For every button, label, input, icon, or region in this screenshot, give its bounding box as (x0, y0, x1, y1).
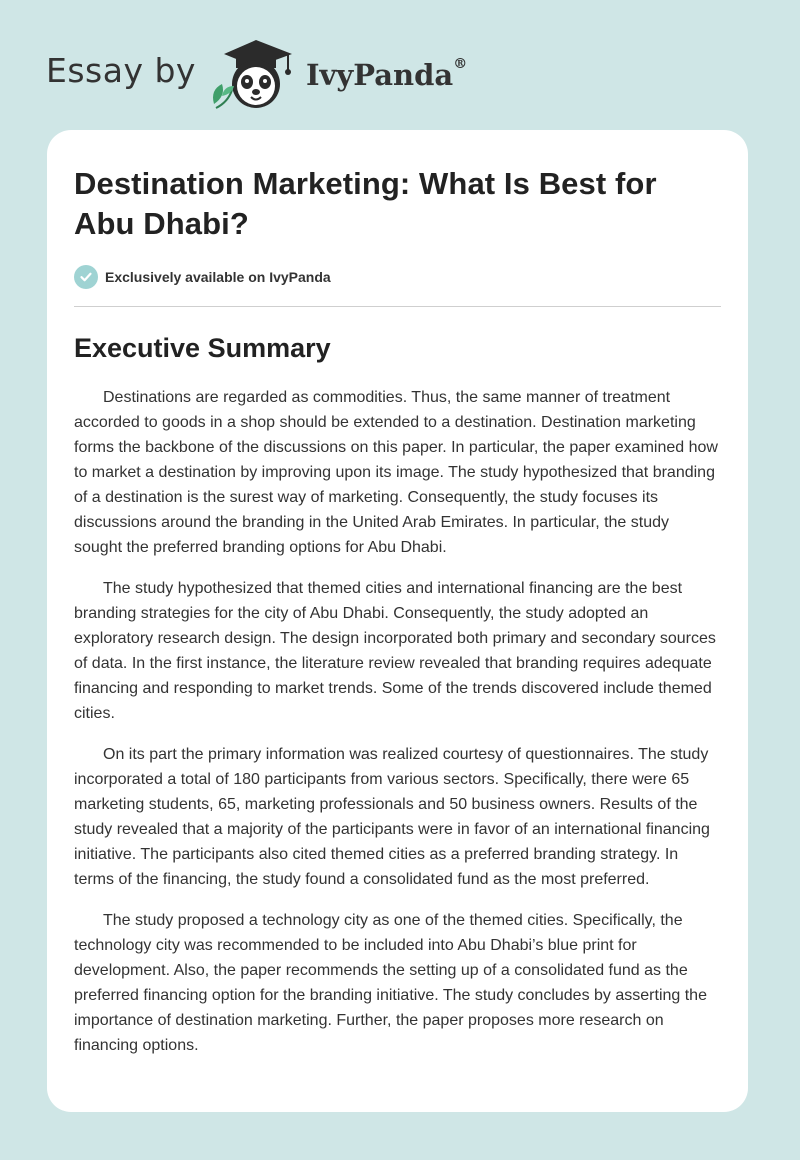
article-body (74, 385, 721, 1058)
brand-name[interactable]: IvyPanda® (305, 56, 468, 92)
paragraph: The study proposed a technology city as one of the themed cities. Specifically, the technology city was recommended to be included into Abu Dhabi’s blue print for development. Also, the paper recommends the setting up of a consolidated fund as the preferred financing option for the branding initiative. The study concludes by asserting the importance of destination marketing. Further, the paper proposes more research on financing options. (74, 912, 707, 1054)
article-title: Destination Marketing: What Is Best for Abu Dhabi? (74, 166, 657, 241)
panda-logo-icon[interactable] (208, 34, 304, 112)
paragraph: On its part the primary information was realized courtesy of questionnaires. The study incorporated a total of 180 participants from various sectors. Specifically, there were 65 marketing students, 65, marketing professionals and 50 business owners. Results of the study revealed that a majority of the participants were in favor of an international financing initiative. The participants also cited themed cities as a preferred branding strategy. In terms of the financing, the study found a consolidated fund as the most preferred. (74, 746, 710, 888)
exclusive-label: Exclusively available on IvyPanda (105, 269, 331, 285)
paragraph: Destinations are regarded as commodities. Thus, the same manner of treatment accorded to goods in a shop should be extended to a destination. Destination marketing forms the backbone of the discussions on this paper. In particular, the paper examined how to market a destination by improving upon its image. The study hypothesized that branding of a destination is the surest way of marketing. Consequently, the study focuses its discussions around the branding in the United Arab Emirates. In particular, the study sought the preferred branding options for Abu Dhabi. (74, 389, 718, 556)
essay-by-label: Essay by (46, 50, 196, 90)
site-header (46, 34, 467, 112)
article-card (47, 130, 748, 1112)
exclusive-badge (74, 264, 721, 290)
section-title: Executive Summary (74, 333, 331, 363)
check-icon (74, 265, 98, 289)
divider (74, 306, 721, 307)
paragraph: The study hypothesized that themed cities and international financing are the best branding strategies for the city of Abu Dhabi. Consequently, the study adopted an exploratory research design. The design incorporated both primary and secondary sources of data. In the first instance, the literature review revealed that branding requires adequate financing and responding to market trends. Some of the trends discovered include themed cities. (74, 580, 716, 722)
